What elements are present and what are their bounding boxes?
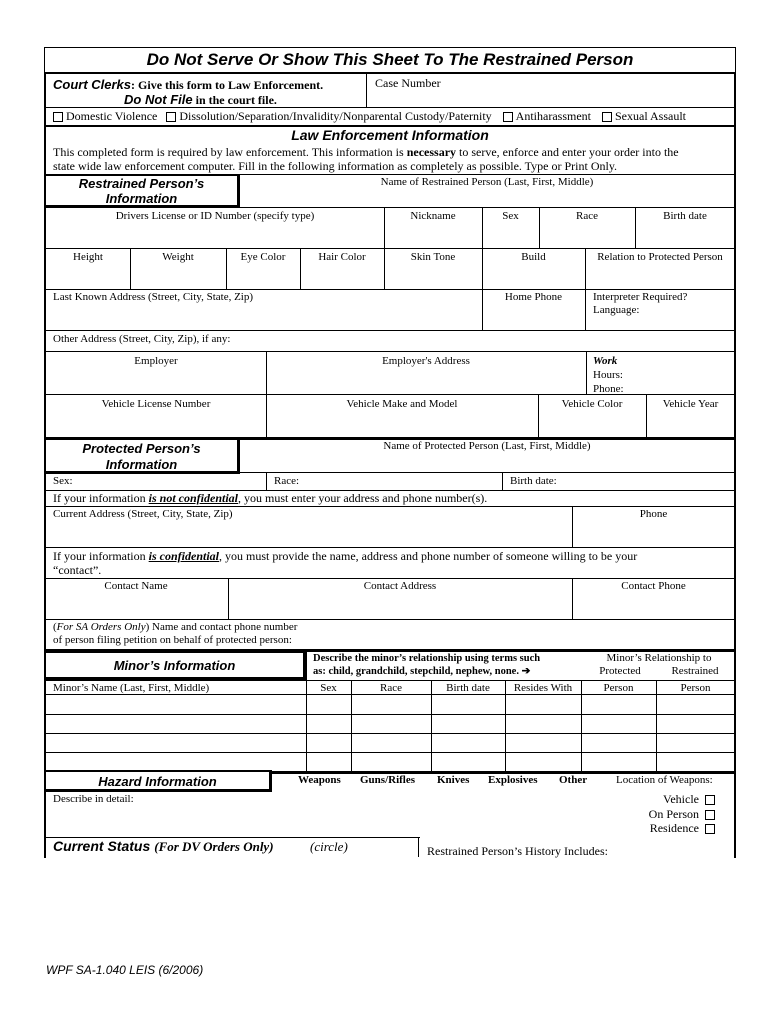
weapons-label: Weapons — [298, 774, 341, 786]
hair-color-label: Hair Color — [318, 251, 366, 263]
law-enforcement-title: Law Enforcement Information — [291, 127, 489, 143]
vehicle-year-label: Vehicle Year — [662, 398, 719, 410]
home-phone-label: Home Phone — [504, 291, 563, 303]
page-title: Do Not Serve Or Show This Sheet To The Restrained Person — [146, 50, 634, 69]
vehicle-license-label: Vehicle License Number — [101, 398, 211, 410]
last-known-address-label: Last Known Address (Street, City, State, Zip) — [53, 291, 254, 303]
checkbox-icon[interactable] — [705, 810, 715, 820]
minor-sex-label: Sex — [320, 682, 337, 694]
restrained-name-label: Name of Restrained Person (Last, First, Middle) — [380, 176, 594, 188]
protected-sex-label: Sex: — [53, 475, 73, 487]
work-label: Work — [593, 355, 618, 367]
case-number-label: Case Number — [375, 76, 441, 90]
interpreter-label: Interpreter Required? — [593, 291, 688, 303]
location-vehicle: Vehicle — [663, 792, 718, 807]
circle-note: (circle) — [310, 839, 348, 854]
not-confidential-note: If your information is not confidential, you must enter your address and phone number(s). — [53, 491, 488, 505]
checkbox-icon[interactable] — [166, 112, 176, 122]
contact-phone-label: Contact Phone — [621, 580, 686, 592]
checkbox-icon[interactable] — [705, 824, 715, 834]
race-label: Race — [576, 210, 598, 222]
court-clerks-line: Court Clerks: Give this form to Law Enforcement. — [53, 77, 324, 92]
vehicle-color-label: Vehicle Color — [561, 398, 623, 410]
sa-orders-note-2: of person filing petition on behalf of protected person: — [53, 634, 292, 646]
work-phone-label: Phone: — [593, 383, 624, 395]
law-enforcement-intro: This completed form is required by law enforcement. This information is necessary to serve, enforce and enter your order into the — [53, 145, 679, 159]
history-label: Restrained Person’s History Includes: — [427, 844, 608, 858]
minor-restrained-label: Restrained — [671, 665, 719, 677]
eye-color-label: Eye Color — [240, 251, 286, 263]
other-label: Other — [559, 774, 588, 786]
contact-address-label: Contact Address — [363, 580, 437, 592]
checkbox-icon[interactable] — [503, 112, 513, 122]
minor-race-label: Race — [380, 682, 402, 694]
weight-label: Weight — [162, 251, 194, 263]
case-divider — [366, 73, 367, 107]
minor-section-title: Minor’s Information — [44, 651, 306, 680]
minor-relationship-to: Minor’s Relationship to — [606, 652, 712, 664]
law-enforcement-intro-2: state wide law enforcement computer. Fill in the following information as completely as possible. Type or Print Only. — [53, 159, 618, 173]
location-residence: Residence — [650, 821, 718, 836]
sa-orders-note: (For SA Orders Only) Name and contact phone number — [53, 621, 298, 633]
minor-restrained-person-label: Person — [680, 682, 711, 694]
case-types-row: Domestic Violence Dissolution/Separation/Invalidity/Nonparental Custody/Paternity Antiharassment Sexual Assault — [53, 109, 686, 124]
frame-right — [734, 73, 736, 858]
minor-protected-label: Protected — [599, 665, 641, 677]
employer-address-label: Employer's Address — [382, 355, 470, 367]
sex-label: Sex — [502, 210, 519, 222]
checkbox-icon[interactable] — [53, 112, 63, 122]
explosives-label: Explosives — [488, 774, 538, 786]
restrained-section-title: Restrained Person’s Information — [44, 174, 240, 208]
checkbox-icon[interactable] — [602, 112, 612, 122]
protected-birth-date-label: Birth date: — [510, 475, 557, 487]
minor-protected-person-label: Person — [603, 682, 634, 694]
drivers-license-label: Drivers License or ID Number (specify type) — [115, 210, 315, 222]
vehicle-make-label: Vehicle Make and Model — [346, 398, 458, 410]
current-address-label: Current Address (Street, City, State, Zip) — [53, 508, 233, 520]
knives-label: Knives — [437, 774, 470, 786]
protected-name-label: Name of Protected Person (Last, First, Middle) — [383, 440, 591, 452]
skin-tone-label: Skin Tone — [410, 251, 456, 263]
employer-label: Employer — [134, 355, 178, 367]
current-status-title: Current Status (For DV Orders Only) — [53, 838, 274, 854]
location-of-weapons-label: Location of Weapons: — [616, 774, 713, 786]
describe-detail-label: Describe in detail: — [53, 793, 134, 805]
location-on-person: On Person — [649, 807, 718, 822]
height-label: Height — [73, 251, 103, 263]
contact-name-label: Contact Name — [104, 580, 168, 592]
minor-describe: Describe the minor’s relationship using terms such as: child, grandchild, stepchild, nephew, none. ➔ — [313, 653, 541, 677]
guns-rifles-label: Guns/Rifles — [360, 774, 416, 786]
minor-birth-date-label: Birth date — [446, 682, 490, 694]
minor-resides-label: Resides With — [513, 682, 573, 694]
confidential-note-2: “contact”. — [53, 563, 102, 577]
nickname-label: Nickname — [410, 210, 456, 222]
protected-race-label: Race: — [274, 475, 300, 487]
build-label: Build — [521, 251, 546, 263]
relation-label: Relation to Protected Person — [597, 251, 723, 263]
checkbox-icon[interactable] — [705, 795, 715, 805]
form-footer: WPF SA-1.040 LEIS (6/2006) — [46, 963, 204, 977]
other-address-label: Other Address (Street, City, Zip), if any: — [53, 333, 231, 345]
hazard-section-title: Hazard Information — [44, 770, 272, 792]
hours-label: Hours: — [593, 369, 623, 381]
protected-section-title: Protected Person’s Information — [44, 438, 240, 474]
protected-phone-label: Phone — [639, 508, 668, 520]
confidential-note: If your information is confidential, you must provide the name, address and phone number of someone willing to be your — [53, 549, 638, 563]
do-not-file-line: Do Not File in the court file. — [124, 92, 277, 107]
language-label: Language: — [593, 304, 640, 316]
birth-date-label: Birth date — [663, 210, 707, 222]
minor-name-label: Minor’s Name (Last, First, Middle) — [53, 682, 210, 694]
